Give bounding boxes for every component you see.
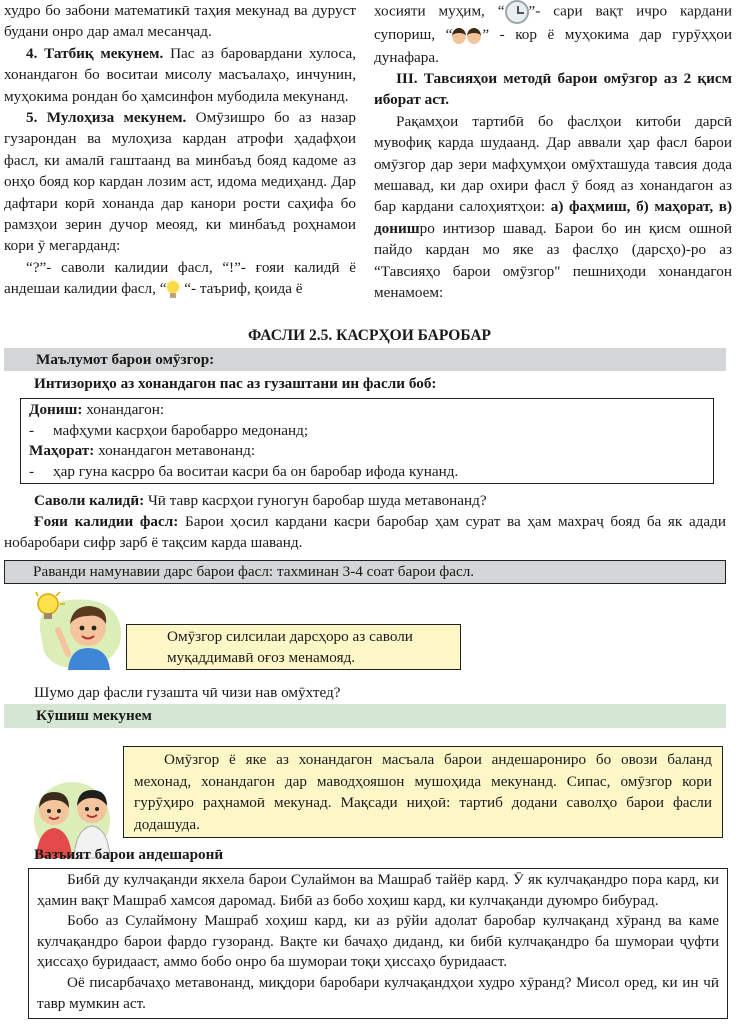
left-paragraph-2 — [4, 43, 356, 107]
pair-kids-icon — [452, 25, 482, 47]
key-question — [34, 490, 487, 511]
skill-item-text: ҳар гуна касрро ба воситаи касри ба он баробар ифода кунанд. — [53, 462, 459, 480]
knowledge-line — [29, 400, 705, 421]
left-column — [4, 0, 356, 300]
story-paragraph-3: Оё писарбачаҳо метавонанд, миқдори баробари кулчақандҳои худро хӯранд? Мисол оред, ки ин чӣ тавр мумкин аст. — [37, 973, 719, 1012]
symbols-text-c: хосияти муҳим, “ — [374, 2, 505, 20]
try-section-band: Кӯшиш мекунем — [4, 704, 726, 728]
teacher-callout-box: Омӯзгор силсилаи дарсҳоро аз саволи муқаддимавӣ оғоз менамояд. — [126, 624, 461, 670]
story-box — [28, 868, 728, 1019]
symbols-text-e: ” - кор ё муҳокима дар гурӯҳҳои дунафара. — [374, 26, 732, 66]
knowledge-item-text: мафҳуми касрҳои баробарро медонанд; — [53, 421, 309, 439]
teacher-boy-illustration — [32, 590, 128, 672]
competence-text-a: Рақамҳои тартибӣ бо фаслҳои китоби дарсӣ мувофиқ карда шудаанд. Дар аввали ҳар фасл барои омӯзгор дар зери мафҳумҳои омӯхташуда тавсия дода мешавад, ки дар охири фасл ӯ бояд аз хонандагон аз бар кардани салоҳиятҳои: — [374, 112, 732, 216]
left-paragraph-4 — [4, 257, 356, 300]
story-paragraph-2: Бобо аз Сулаймону Машраб хоҳиш кард, ки аз рӯйи адолат баробар кулчақанд хӯранд ва каме кулчақандро барои фардо гузоранд. Вақте ки бачаҳо диданд, ки бибӣ кулчақандро ба шумораи ҷуфти ҳиссаҳо буридааст, аммо бобо онро ба шумораи тоқи ҳиссаҳо буридааст. — [37, 912, 719, 971]
step-4-text: Пас аз баровардани хулоса, хонандагон бо воситаи мисолу масъалаҳо, инчунин, муҳокима рондан бо ҳамсинфон мубодила мекунанд. — [4, 44, 357, 105]
right-paragraph-2 — [374, 111, 732, 304]
bulb-icon — [166, 281, 180, 299]
goals-box — [20, 398, 714, 484]
key-idea-text: Барои ҳосил кардани касри баробар ҳам сурат ва ҳам махраҷ бояд ба як адади нобаробари сифр зарб ё тақсим карда шаванд. — [4, 513, 727, 552]
right-paragraph-1 — [374, 0, 732, 68]
clock-icon — [505, 0, 529, 24]
situation-title: Вазъият барои андешаронӣ — [34, 846, 224, 863]
knowledge-text: хонандагон: — [82, 401, 165, 418]
knowledge-label: Дониш: — [29, 401, 83, 418]
step-4-title: 4. Татбиқ мекунем. — [26, 44, 164, 62]
intro-question: Шумо дар фасли гузашта чӣ чизи нав омӯхтед? — [34, 684, 341, 701]
key-question-label: Саволи калидӣ: — [34, 492, 145, 509]
step-5-title: 5. Мулоҳиза мекунем. — [26, 109, 187, 127]
teacher-info-band: Маълумот барои омӯзгор: — [4, 348, 726, 371]
skill-line — [29, 441, 705, 462]
kids-callout-box — [123, 746, 723, 838]
section-title: ФАСЛИ 2.5. КАСРҲОИ БАРОБАР — [247, 327, 492, 344]
kids-callout-text: Омӯзгор ё яке аз хонандагон масъала барои андешарониро бо овози баланд мехонад, хонандагон дар маводҳояшон мушоҳида мекунанд. Сипас, омӯзгор кори гурӯҳиро раҳнамоӣ мекунад. Мақсади ниҳоӣ: тартиб додани саволҳо барои фасли додашуда. — [134, 751, 712, 833]
knowledge-item: - мафҳуми касрҳои баробарро медонанд; — [29, 421, 309, 439]
key-question-text: Чӣ тавр касрҳои гуногун баробар шуда метавонанд? — [144, 492, 487, 509]
skill-item: - ҳар гуна касрро ба воситаи касри ба он баробар ифода кунанд. — [29, 462, 459, 480]
symbols-text-d: ”- сари вақт ичро кардани супориш, “ — [374, 2, 732, 43]
right-column — [374, 0, 732, 303]
step-5-text: Омӯзишро бо аз назар гузарондан ва мулоҳиза кардан атрофи ҳадафҳои фасл, ки амалӣ гаштаанд ва минбаъд бояд кадоме аз онҳо бояд кор кардан лозим аст, идома медиҳанд. Дар дафтари корӣ хонанда дар канори рости саҳифа бо рамзҳои зерин дучор меояд, ки минбаъд роҳнамои кори ӯ мегарданд: — [4, 109, 356, 255]
methodical-heading: III. Тавсияҳои методӣ барои омӯзгор аз 2 қисм иборат аст. — [374, 69, 732, 109]
competence-list: а) фаҳмиш, б) маҳорат, в) дониш — [374, 198, 733, 237]
expectations-heading: Интизориҳо аз хонандагон пас аз гузаштани ин фасли боб: — [34, 375, 437, 392]
lesson-duration-band: Раванди намунавии дарс барои фасл: тахминан 3-4 соат барои фасл. — [4, 560, 726, 584]
left-paragraph-3 — [4, 107, 356, 257]
skill-label: Маҳорат: — [29, 442, 95, 459]
symbols-text-b: “- таъриф, қоида ё — [184, 280, 303, 298]
symbols-text-a: “?”- саволи калидии фасл, “!”- ғояи калидӣ ё андешаи калидии фасл, “ — [4, 258, 356, 298]
competence-text-b: ро интизор шавад. Барои бо ин қисм ошноӣ пайдо кардан мо яке аз фаслҳо (дарсҳо)-ро аз “Тавсияҳо барои омӯзгор" пешниҳоди хонандагон менамоем: — [374, 219, 732, 301]
skill-text: хонандагон метавонанд: — [94, 442, 256, 459]
key-idea-label: Ғояи калидии фасл: — [34, 513, 179, 530]
left-paragraph-1: худро бо забони математикӣ таҳия мекунад ва дуруст будани онро дар амал месанҷад. — [4, 2, 356, 41]
story-paragraph-1: Бибӣ ду кулчақанди якхела барои Сулаймон ва Машраб тайёр кард. Ӯ як кулчақандро пора кард, ки ҳамин вақт Машраб хамсоя даромад. Бибӣ аз бобо хоҳиш кард, ки кулчақанди дуюмро бибурад. — [37, 871, 719, 909]
key-idea — [4, 511, 726, 554]
